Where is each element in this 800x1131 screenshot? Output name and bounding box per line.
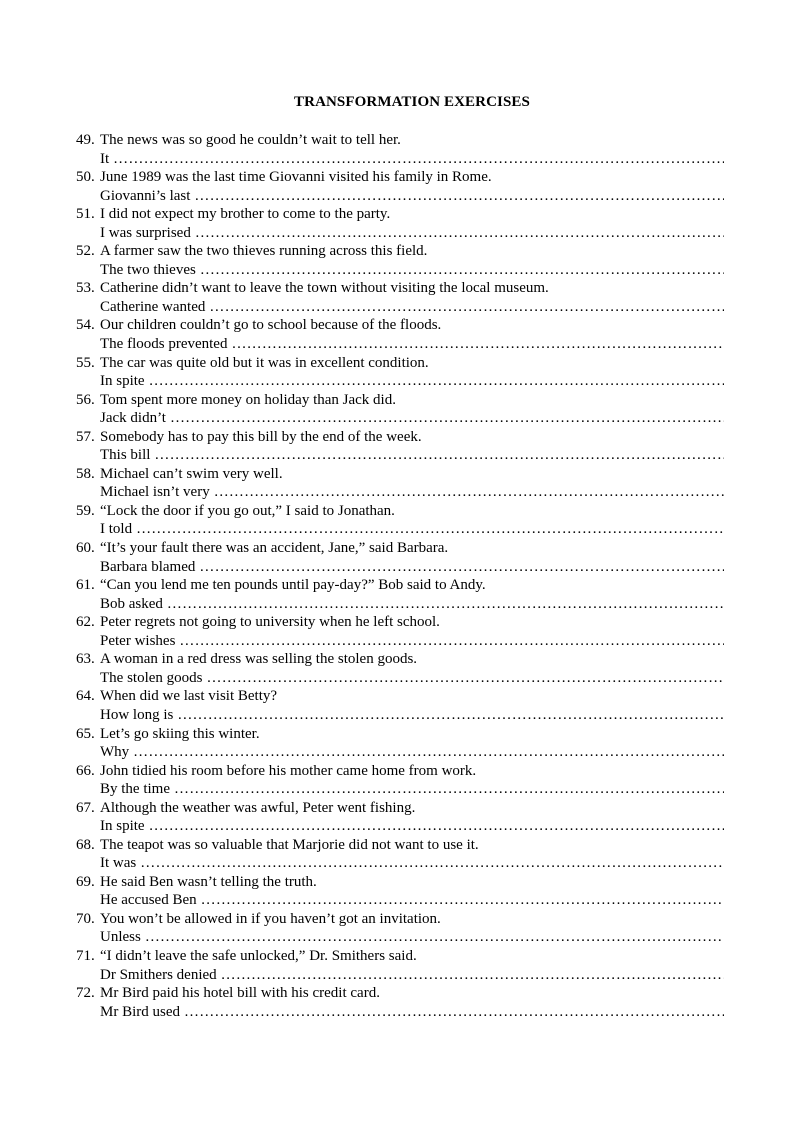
- exercise-question-line: [76, 502, 724, 521]
- exercise-answer-start: I told: [100, 521, 133, 538]
- exercise-answer-line[interactable]: [100, 669, 724, 688]
- exercise-question: “It’s your fault there was an accident, Jane,” said Barbara.: [100, 540, 449, 557]
- exercise-number: 69.: [76, 873, 95, 890]
- exercise-answer-start: How long is: [100, 706, 174, 723]
- exercise-number: 66.: [76, 762, 95, 779]
- exercise-question-line: [76, 428, 724, 447]
- exercise-item: [76, 502, 724, 539]
- exercise-answer-start: In spite: [100, 818, 145, 835]
- exercise-number: 55.: [76, 354, 95, 371]
- answer-blank[interactable]: [209, 298, 724, 317]
- exercise-question-line: [76, 650, 724, 669]
- exercise-number: 50.: [76, 169, 95, 186]
- exercise-answer-line[interactable]: [100, 409, 724, 428]
- answer-blank[interactable]: [167, 595, 724, 614]
- exercise-item: [76, 465, 724, 502]
- exercise-answer-line[interactable]: [100, 595, 724, 614]
- exercise-question-line: [76, 539, 724, 558]
- exercise-answer-start: Catherine wanted: [100, 298, 206, 315]
- exercise-item: [76, 762, 724, 799]
- page-title: TRANSFORMATION EXERCISES: [294, 94, 530, 110]
- exercise-item: [76, 168, 724, 205]
- exercise-answer-line[interactable]: [100, 335, 724, 354]
- exercise-question-line: [76, 576, 724, 595]
- exercise-number: 54.: [76, 317, 95, 334]
- exercise-question-line: [76, 354, 724, 373]
- exercise-answer-line[interactable]: [100, 372, 724, 391]
- exercise-number: 57.: [76, 428, 95, 445]
- exercise-question: He said Ben wasn’t telling the truth.: [100, 873, 317, 890]
- answer-blank[interactable]: [149, 817, 724, 836]
- exercise-answer-start: It was: [100, 855, 137, 872]
- exercise-answer-line[interactable]: [100, 558, 724, 577]
- exercise-question: The teapot was so valuable that Marjorie did not want to use it.: [100, 836, 479, 853]
- exercise-question-line: [76, 687, 724, 706]
- exercise-answer-start: It: [100, 150, 110, 167]
- exercise-number: 52.: [76, 243, 95, 260]
- exercise-question-line: [76, 613, 724, 632]
- exercise-question: Let’s go skiing this winter.: [100, 725, 260, 742]
- answer-blank[interactable]: [113, 150, 724, 169]
- exercise-question: “Can you lend me ten pounds until pay-day?” Bob said to Andy.: [100, 577, 486, 594]
- exercise-answer-start: The two thieves: [100, 261, 196, 278]
- exercise-answer-line[interactable]: [100, 780, 724, 799]
- exercise-question: Tom spent more money on holiday than Jack did.: [100, 391, 396, 408]
- exercise-question-line: [76, 316, 724, 335]
- exercise-number: 58.: [76, 465, 95, 482]
- exercise-question: Mr Bird paid his hotel bill with his credit card.: [100, 985, 380, 1002]
- exercise-answer-line[interactable]: [100, 298, 724, 317]
- exercise-item: [76, 613, 724, 650]
- exercise-question: You won’t be allowed in if you haven’t got an invitation.: [100, 910, 441, 927]
- exercise-item: [76, 799, 724, 836]
- exercise-question: Michael can’t swim very well.: [100, 465, 283, 482]
- answer-blank[interactable]: [195, 224, 724, 243]
- exercise-item: [76, 984, 724, 1021]
- exercise-item: [76, 687, 724, 724]
- exercise-answer-start: Unless: [100, 929, 141, 946]
- exercise-list: [76, 131, 724, 1021]
- exercise-question: Catherine didn’t want to leave the town without visiting the local museum.: [100, 280, 549, 297]
- answer-blank[interactable]: [154, 446, 724, 465]
- answer-blank[interactable]: [200, 261, 724, 280]
- exercise-answer-start: Barbara blamed: [100, 558, 196, 575]
- exercise-number: 59.: [76, 502, 95, 519]
- answer-blank[interactable]: [201, 891, 724, 910]
- answer-blank[interactable]: [207, 669, 725, 688]
- exercise-number: 65.: [76, 725, 95, 742]
- answer-blank[interactable]: [170, 409, 724, 428]
- exercise-answer-line[interactable]: [100, 483, 724, 502]
- exercise-number: 67.: [76, 799, 95, 816]
- exercise-answer-line[interactable]: [100, 520, 724, 539]
- exercise-answer-line[interactable]: [100, 743, 724, 762]
- exercise-number: 72.: [76, 985, 95, 1002]
- exercise-number: 56.: [76, 391, 95, 408]
- exercise-question: Somebody has to pay this bill by the end of the week.: [100, 428, 422, 445]
- exercise-question: Although the weather was awful, Peter went fishing.: [100, 799, 416, 816]
- answer-blank[interactable]: [199, 558, 724, 577]
- exercise-item: [76, 205, 724, 242]
- exercise-number: 68.: [76, 836, 95, 853]
- exercise-item: [76, 316, 724, 353]
- exercise-question-line: [76, 725, 724, 744]
- answer-blank[interactable]: [231, 335, 724, 354]
- exercise-question: June 1989 was the last time Giovanni visited his family in Rome.: [100, 169, 492, 186]
- exercise-number: 61.: [76, 577, 95, 594]
- exercise-question: “I didn’t leave the safe unlocked,” Dr. Smithers said.: [100, 948, 417, 965]
- exercise-item: [76, 242, 724, 279]
- answer-blank[interactable]: [136, 520, 724, 539]
- exercise-answer-line[interactable]: [100, 891, 724, 910]
- exercise-item: [76, 873, 724, 910]
- exercise-answer-start: I was surprised: [100, 224, 191, 241]
- exercise-answer-line[interactable]: [100, 854, 724, 873]
- exercise-answer-line[interactable]: [100, 1003, 724, 1022]
- exercise-answer-start: In spite: [100, 373, 145, 390]
- exercise-item: [76, 354, 724, 391]
- exercise-number: 62.: [76, 614, 95, 631]
- exercise-number: 51.: [76, 206, 95, 223]
- exercise-answer-line[interactable]: [100, 706, 724, 725]
- exercise-answer-start: The floods prevented: [100, 335, 228, 352]
- exercise-answer-start: Bob asked: [100, 595, 163, 612]
- exercise-answer-start: Peter wishes: [100, 632, 176, 649]
- exercise-answer-start: Why: [100, 744, 130, 760]
- exercise-answer-start: Giovanni’s last: [100, 187, 191, 204]
- exercise-item: [76, 725, 724, 762]
- exercise-question: I did not expect my brother to come to the party.: [100, 206, 391, 223]
- exercise-item: [76, 131, 724, 168]
- exercise-question-line: [76, 910, 724, 929]
- exercise-item: [76, 650, 724, 687]
- exercise-question-line: [76, 242, 724, 261]
- exercise-answer-start: This bill: [100, 447, 151, 464]
- exercise-question-line: [76, 873, 724, 892]
- exercise-answer-start: By the time: [100, 781, 170, 798]
- exercise-question: The car was quite old but it was in excellent condition.: [100, 354, 429, 371]
- exercise-answer-line[interactable]: [100, 187, 724, 206]
- exercise-item: [76, 910, 724, 947]
- answer-blank[interactable]: [145, 928, 724, 947]
- exercise-number: 63.: [76, 651, 95, 668]
- exercise-answer-line[interactable]: [100, 817, 724, 836]
- exercise-question-line: [76, 984, 724, 1003]
- exercise-item: [76, 947, 724, 984]
- exercise-answer-start: Jack didn’t: [100, 410, 166, 427]
- exercise-question-line: [76, 947, 724, 966]
- answer-blank[interactable]: [140, 854, 724, 873]
- exercise-answer-start: Mr Bird used: [100, 1003, 180, 1020]
- exercise-answer-start: He accused Ben: [100, 892, 197, 909]
- exercise-answer-line[interactable]: [100, 261, 724, 280]
- exercise-answer-line[interactable]: [100, 928, 724, 947]
- exercise-answer-line[interactable]: [100, 966, 724, 985]
- exercise-answer-start: The stolen goods: [100, 669, 203, 686]
- answer-blank[interactable]: [179, 632, 724, 651]
- exercise-answer-line[interactable]: [100, 632, 724, 651]
- exercise-question: A woman in a red dress was selling the stolen goods.: [100, 651, 418, 668]
- exercise-question-line: [76, 799, 724, 818]
- exercise-answer-start: Dr Smithers denied: [100, 966, 217, 983]
- exercise-answer-start: Michael isn’t very: [100, 484, 210, 501]
- exercise-question: “Lock the door if you go out,” I said to Jonathan.: [100, 502, 395, 519]
- exercise-number: 70.: [76, 910, 95, 927]
- exercise-question-line: [76, 762, 724, 781]
- answer-blank[interactable]: [177, 706, 724, 725]
- answer-blank[interactable]: [214, 483, 724, 502]
- exercise-answer-line[interactable]: [100, 224, 724, 243]
- exercise-question: Our children couldn’t go to school because of the floods.: [100, 317, 442, 334]
- exercise-question-line: [76, 168, 724, 187]
- answer-blank[interactable]: [194, 187, 724, 206]
- exercise-question-line: [76, 279, 724, 298]
- exercise-number: 53.: [76, 280, 95, 297]
- exercise-answer-line[interactable]: [100, 446, 724, 465]
- exercise-item: [76, 836, 724, 873]
- exercise-number: 71.: [76, 948, 95, 965]
- exercise-question-line: [76, 131, 724, 150]
- exercise-question-line: [76, 465, 724, 484]
- exercise-number: 60.: [76, 540, 95, 557]
- exercise-question: Peter regrets not going to university when he left school.: [100, 614, 440, 631]
- exercise-question-line: [76, 205, 724, 224]
- exercise-item: [76, 576, 724, 613]
- answer-blank[interactable]: [133, 743, 724, 762]
- answer-blank[interactable]: [149, 372, 724, 391]
- exercise-question: The news was so good he couldn’t wait to tell her.: [100, 132, 401, 148]
- answer-blank[interactable]: [184, 1003, 724, 1022]
- answer-blank[interactable]: [221, 966, 724, 985]
- exercise-item: [76, 391, 724, 428]
- exercise-question: When did we last visit Betty?: [100, 688, 278, 705]
- exercise-question: A farmer saw the two thieves running across this field.: [100, 243, 428, 260]
- exercise-question-line: [76, 391, 724, 410]
- exercise-item: [76, 539, 724, 576]
- exercise-item: [76, 279, 724, 316]
- answer-blank[interactable]: [174, 780, 724, 799]
- exercise-number: 49.: [76, 132, 95, 148]
- exercise-answer-line[interactable]: [100, 150, 724, 169]
- exercise-question-line: [76, 836, 724, 855]
- exercise-number: 64.: [76, 688, 95, 705]
- exercise-item: [76, 428, 724, 465]
- exercise-question: John tidied his room before his mother came home from work.: [100, 762, 477, 779]
